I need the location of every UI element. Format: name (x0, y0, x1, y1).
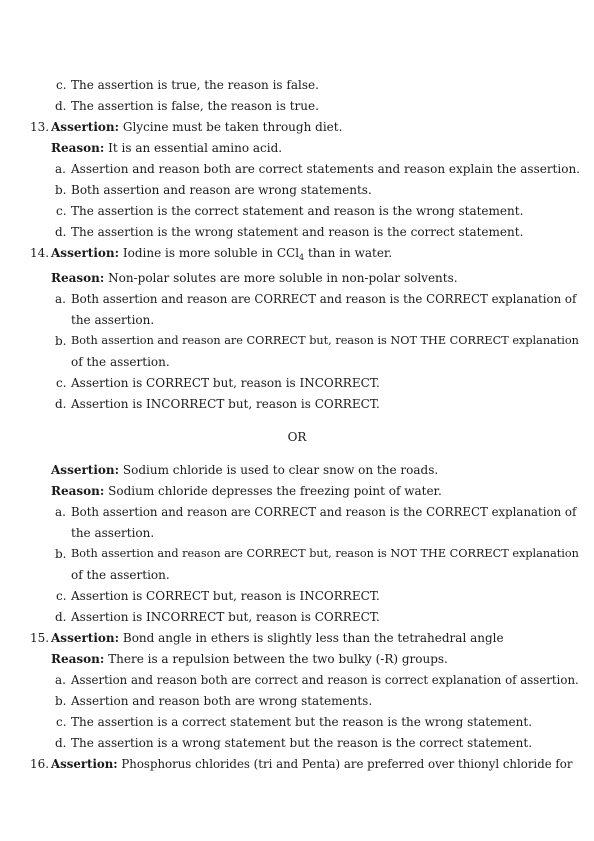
reason-line (51, 271, 458, 285)
option-text: The assertion is a wrong statement but the reason is the correct statement. (71, 736, 533, 750)
option-letter: a. (55, 292, 66, 306)
option-text: Both assertion and reason are wrong statements. (71, 183, 372, 197)
option-text: Assertion is CORRECT but, reason is INCORRECT. (71, 376, 380, 390)
option-letter: a. (55, 505, 66, 519)
option-text: Assertion and reason both are correct and reason is correct explanation of assertion. (71, 673, 579, 687)
question-number: 16. (30, 757, 50, 771)
question-number: 15. (30, 631, 50, 645)
assertion-label: Assertion: (51, 246, 120, 260)
option-text-cont: of the assertion. (71, 568, 170, 582)
reason-text: It is an essential amino acid. (108, 141, 283, 155)
assertion-line (51, 246, 392, 260)
option-text: The assertion is false, the reason is true. (71, 99, 319, 113)
option-text: Assertion is INCORRECT but, reason is CORRECT. (71, 397, 380, 411)
option-text: Assertion is CORRECT but, reason is INCORRECT. (71, 589, 380, 603)
reason-label: Reason: (51, 484, 105, 498)
reason-line (51, 484, 442, 498)
option-text: Both assertion and reason are CORRECT and reason is the CORRECT explanation of (71, 505, 577, 519)
option-text: Both assertion and reason are CORRECT but, reason is NOT THE CORRECT explanation (71, 547, 579, 560)
option-letter: b. (55, 694, 67, 708)
question-number: 13. (30, 120, 50, 134)
option-letter: c. (56, 78, 67, 92)
option-text: Assertion and reason both are wrong statements. (71, 694, 373, 708)
option-text-cont: the assertion. (71, 313, 155, 327)
option-letter: d. (55, 99, 67, 113)
question-number: 14. (30, 246, 50, 260)
option-text: Both assertion and reason are CORRECT but, reason is NOT THE CORRECT explanation (71, 334, 579, 347)
option-text: The assertion is a correct statement but the reason is the wrong statement. (71, 715, 533, 729)
option-letter: c. (56, 204, 67, 218)
assertion-line (51, 463, 438, 477)
reason-text: There is a repulsion between the two bulky (-R) groups. (108, 652, 448, 666)
assertion-text-tail: than in water. (304, 246, 393, 260)
assertion-line (51, 757, 572, 771)
option-text-cont: the assertion. (71, 526, 155, 540)
reason-label: Reason: (51, 652, 105, 666)
reason-label: Reason: (51, 141, 105, 155)
assertion-line (51, 631, 504, 645)
option-letter: c. (56, 715, 67, 729)
assertion-label: Assertion: (51, 757, 118, 771)
option-letter: a. (55, 162, 66, 176)
option-letter: c. (56, 589, 67, 603)
option-text: Assertion and reason both are correct statements and reason explain the assertion. (71, 162, 580, 176)
option-text: The assertion is the correct statement and reason is the wrong statement. (71, 204, 524, 218)
assertion-label: Assertion: (51, 463, 120, 477)
option-text-cont: of the assertion. (71, 355, 170, 369)
reason-label: Reason: (51, 271, 105, 285)
option-letter: b. (55, 334, 67, 348)
option-text: The assertion is true, the reason is false. (71, 78, 319, 92)
reason-line (51, 141, 282, 155)
assertion-text: Bond angle in ethers is slightly less than the tetrahedral angle (122, 631, 504, 645)
option-letter: d. (55, 736, 67, 750)
assertion-text: Phosphorus chlorides (tri and Penta) are preferred over thionyl chloride for (121, 757, 573, 771)
assertion-text: Sodium chloride is used to clear snow on the roads. (122, 463, 439, 477)
option-letter: d. (55, 225, 67, 239)
option-letter: b. (55, 547, 67, 561)
option-letter: b. (55, 183, 67, 197)
assertion-label: Assertion: (51, 120, 120, 134)
assertion-text: Glycine must be taken through diet. (122, 120, 343, 134)
assertion-label: Assertion: (51, 631, 120, 645)
reason-text: Sodium chloride depresses the freezing point of water. (108, 484, 442, 498)
or-separator: OR (287, 430, 307, 444)
assertion-line (51, 120, 342, 134)
option-letter: d. (55, 397, 67, 411)
option-text: Both assertion and reason are CORRECT and reason is the CORRECT explanation of (71, 292, 577, 306)
option-letter: d. (55, 610, 67, 624)
option-text: Assertion is INCORRECT but, reason is CORRECT. (71, 610, 380, 624)
subscript: 4 (299, 253, 305, 262)
option-text: The assertion is the wrong statement and reason is the correct statement. (71, 225, 524, 239)
option-letter: a. (55, 673, 66, 687)
reason-text: Non-polar solutes are more soluble in non-polar solvents. (108, 271, 458, 285)
reason-line (51, 652, 448, 666)
assertion-text: Iodine is more soluble in CCl (122, 246, 300, 260)
option-letter: c. (56, 376, 67, 390)
